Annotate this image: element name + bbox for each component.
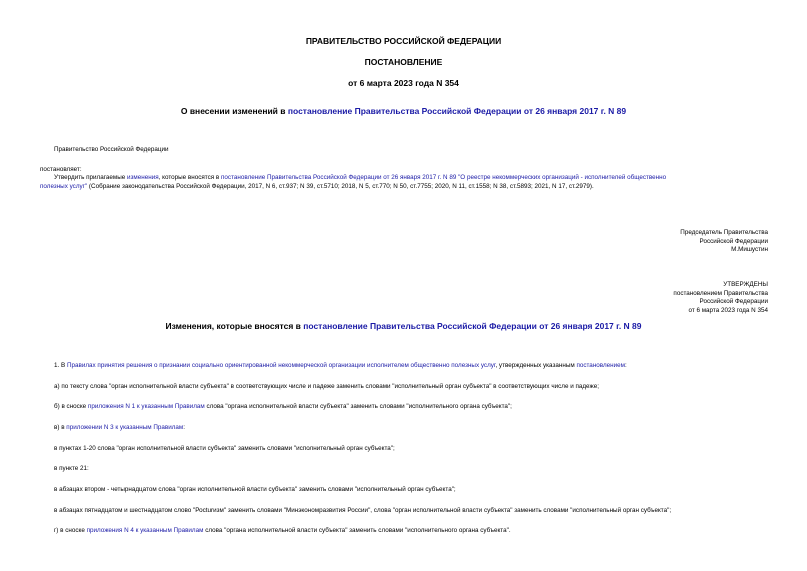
approved-label: УТВЕРЖДЕНЫ bbox=[723, 281, 768, 288]
approved-date: от 6 марта 2023 года N 354 bbox=[688, 306, 768, 314]
item-v-paragraphs-1-20: в пунктах 1-20 слова "орган исполнительной власти субъекта" заменить словами "исполнительный орган субъекта"; bbox=[54, 445, 395, 452]
rules-link[interactable]: Правилах принятия решения о признании социально ориентированной некоммерческой организации исполнителем общественно полезных услуг bbox=[66, 362, 496, 369]
appendix-4-link[interactable]: приложения N 4 к указанным Правилам bbox=[86, 527, 204, 534]
item-g bbox=[54, 527, 511, 536]
item-v-abzacy-15-16: в абзацах пятнадцатом и шестнадцатом слово "Росturизм" заменить словами "Минэкономразвития России", слова "орган исполнительной власти субъекта" заменить словами "исполнительный орган субъекта"; bbox=[54, 507, 672, 514]
signature-name: М.Мишустин bbox=[731, 246, 768, 253]
item-b-end: слова "органа исполнительной власти субъекта" заменить словами "исполнительного органа субъекта"; bbox=[204, 403, 512, 410]
issuer-text: Правительство Российской Федерации bbox=[54, 146, 169, 153]
approve-text-start: Утвердить прилагаемые bbox=[54, 174, 127, 181]
approve-paragraph-cont bbox=[40, 183, 594, 192]
changes-title-decree-link[interactable]: постановление Правительства Российской Федерации от 26 января 2017 г. N 89 bbox=[303, 321, 642, 331]
signature-country: Российской Федерации bbox=[699, 237, 768, 245]
item-v-end: : bbox=[183, 424, 186, 431]
item-v-start: в) в bbox=[54, 424, 67, 431]
item-b-start: б) в сноске bbox=[54, 403, 88, 410]
decree-89-link-cont[interactable]: полезных услуг" bbox=[40, 183, 88, 190]
appendix-3-link[interactable]: приложении N 3 к указанным Правилам bbox=[66, 424, 184, 431]
decree-89-link[interactable]: постановление Правительства Российской Федерации от 26 января 2017 г. N 89 "О реестре некоммерческих организаций - исполнителей общественно bbox=[221, 174, 667, 181]
signature-block bbox=[680, 229, 768, 255]
document-date-number: от 6 марта 2023 года N 354 bbox=[348, 78, 459, 88]
item-v-abzacy-2-14: в абзацах втором - четырнадцатом слова "орган исполнительной власти субъекта" заменить словами "исполнительный орган субъекта"; bbox=[54, 486, 456, 493]
item-v bbox=[54, 424, 185, 433]
legislation-collection-text: (Собрание законодательства Российской Федерации, 2017, N 6, ст.937; N 39, ст.5710; 2018, N 5, ст.770; N 50, ст.7755; 2020, N 11, ст.1558; N 38, ст.5893; 2021, N 17, ст.2979). bbox=[87, 183, 594, 190]
approve-paragraph bbox=[54, 174, 769, 183]
document-title-prefix: О внесении изменений в bbox=[180, 106, 288, 116]
government-heading: ПРАВИТЕЛЬСТВО РОССИЙСКОЙ ФЕДЕРАЦИИ bbox=[305, 36, 502, 46]
item-1-end: : bbox=[625, 362, 627, 369]
item-g-start: г) в сноске bbox=[54, 527, 87, 534]
title-decree-link[interactable]: постановление Правительства Российской Федерации от 26 января 2017 г. N 89 bbox=[287, 106, 627, 116]
item-a: а) по тексту слова "орган исполнительной власти субъекта" в соответствующих числе и падеже заменить словами "исполнительный орган субъекта" в соответствующих числе и падеже; bbox=[54, 383, 599, 390]
document-type: ПОСТАНОВЛЕНИЕ bbox=[364, 57, 443, 67]
changes-link[interactable]: изменения bbox=[127, 174, 159, 181]
item-v-paragraph-21: в пункте 21: bbox=[54, 465, 89, 472]
item-1-mid: , утвержденных указанным bbox=[495, 362, 577, 369]
item-1-start: 1. В bbox=[54, 362, 67, 369]
signature-position: Председатель Правительства bbox=[680, 229, 768, 236]
resolution-link[interactable]: постановлением bbox=[576, 362, 625, 369]
changes-title-prefix: Изменения, которые вносятся в bbox=[165, 321, 304, 331]
item-g-end: слова "органа исполнительной власти субъекта" заменить словами "исполнительного органа субъекта". bbox=[203, 527, 511, 534]
item-b bbox=[54, 403, 512, 412]
approved-country: Российской Федерации bbox=[699, 298, 768, 305]
changes-title bbox=[0, 321, 807, 331]
approved-block bbox=[673, 281, 768, 315]
decrees-text: постановляет: bbox=[40, 166, 82, 173]
approve-text-mid: , которые вносятся в bbox=[158, 174, 222, 181]
approved-by: постановлением Правительства bbox=[673, 289, 768, 297]
item-1 bbox=[54, 362, 627, 371]
appendix-1-link[interactable]: приложения N 1 к указанным Правилам bbox=[87, 403, 205, 410]
document-title bbox=[0, 106, 807, 116]
